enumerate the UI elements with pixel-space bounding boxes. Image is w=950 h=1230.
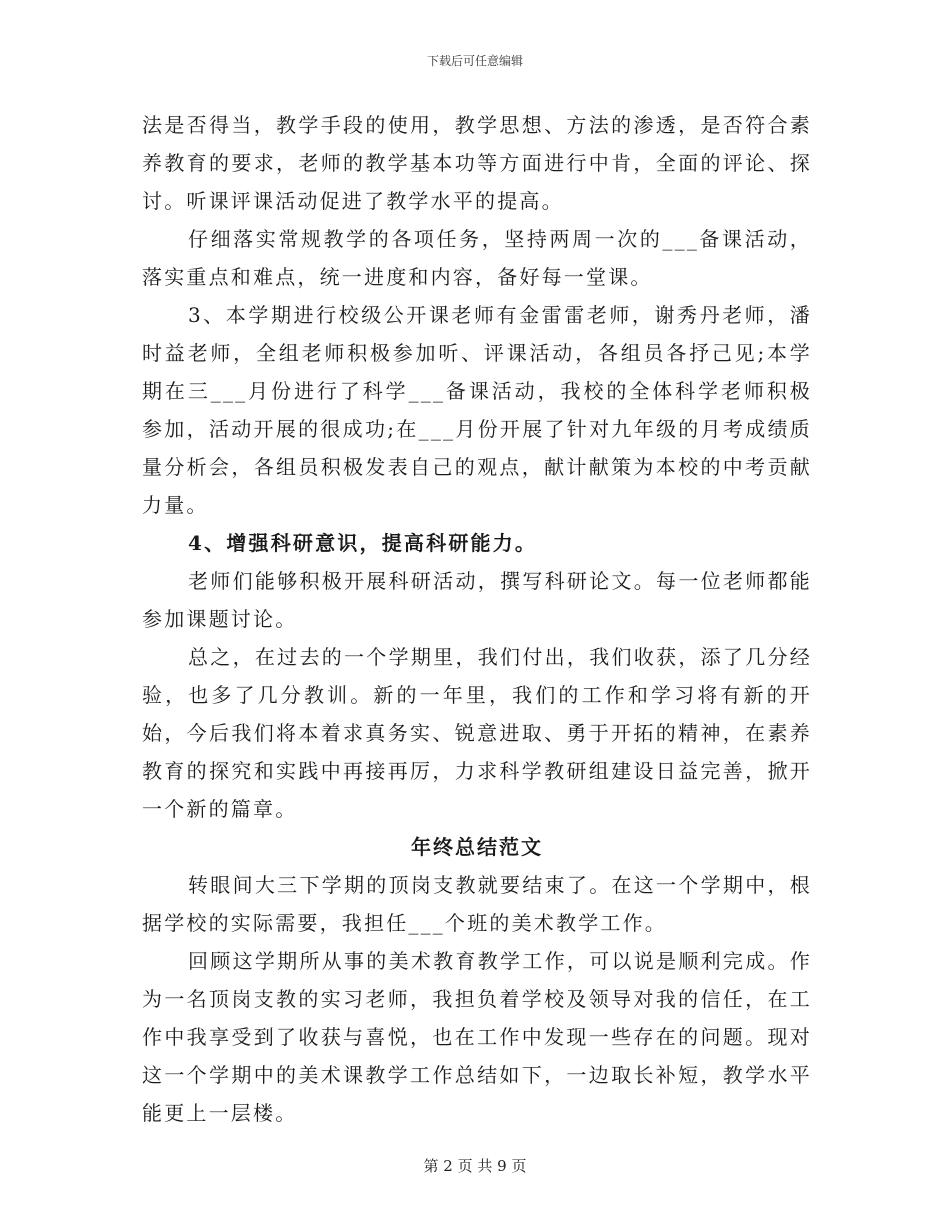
paragraph-8: 回顾这学期所从事的美术教育教学工作，可以说是顺利完成。作为一名顶岗支教的实习老师，我担负着学校及领导对我的信任，在工作中我享受到了收获与喜悦，也在工作中发现一些存在的问题。现对这一个学期中的美术课教学工作总结如下，一边取长补短，教学水平能更上一层楼。 xyxy=(142,949,812,1125)
section-heading-4: 4、增强科研意识，提高科研能力。 xyxy=(188,531,538,555)
paragraph-2: 仔细落实常规教学的各项任务，坚持两周一次的___备课活动，落实重点和难点，统一进度和内容，备好每一堂课。 xyxy=(142,227,812,289)
paragraph-5: 老师们能够积极开展科研活动，撰写科研论文。每一位老师都能参加课题讨论。 xyxy=(142,569,812,631)
page-header: 下载后可任意编辑 xyxy=(426,54,523,68)
paragraph-3: 3、本学期进行校级公开课老师有金雷雷老师，谢秀丹老师，潘时益老师，全组老师积极参加听、评课活动，各组员各抒己见;本学期在三___月份进行了科学___备课活动，我校的全体科学老师积极参加，活动开展的很成功;在___月份开展了针对九年级的月考成绩质量分析会，各组员积极发表自己的观点，献计献策为本校的中考贡献力量。 xyxy=(142,303,812,517)
document-body xyxy=(142,106,812,1132)
section-title: 年终总结范文 xyxy=(411,835,543,859)
page-footer: 第 2 页 共 9 页 xyxy=(423,1157,527,1175)
paragraph-7: 转眼间大三下学期的顶岗支教就要结束了。在这一个学期中，根据学校的实际需要，我担任___个班的美术教学工作。 xyxy=(142,873,812,935)
paragraph-6: 总之，在过去的一个学期里，我们付出，我们收获，添了几分经验，也多了几分教训。新的一年里，我们的工作和学习将有新的开始，今后我们将本着求真务实、锐意进取、勇于开拓的精神，在素养教育的探究和实践中再接再厉，力求科学教研组建设日益完善，掀开一个新的篇章。 xyxy=(142,645,812,821)
paragraph-1: 法是否得当，教学手段的使用，教学思想、方法的渗透，是否符合素养教育的要求，老师的教学基本功等方面进行中肯，全面的评论、探讨。听课评课活动促进了教学水平的提高。 xyxy=(142,113,812,213)
